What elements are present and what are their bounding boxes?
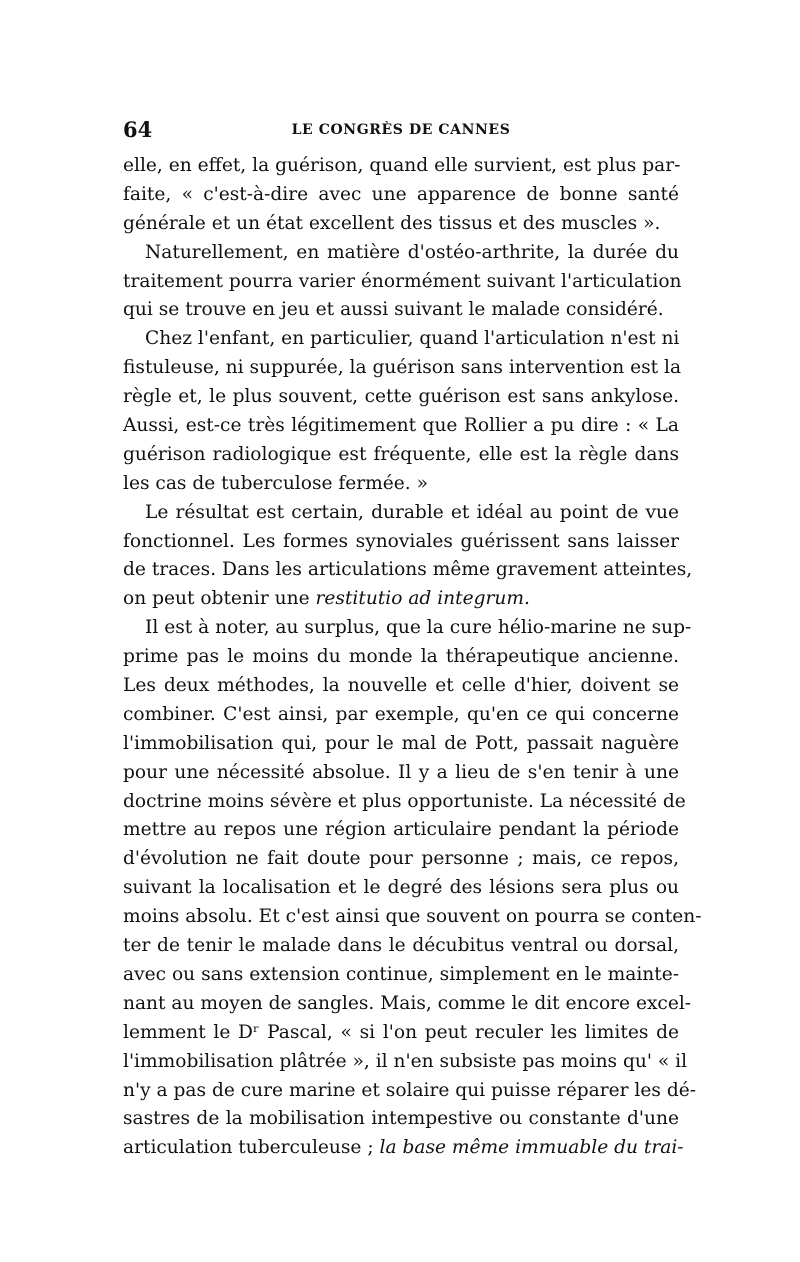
text-line: faite, « c'est-à-dire avec une apparence de bonne santé	[123, 183, 679, 205]
text-line: moins absolu. Et c'est ainsi que souvent on pourra se conten-	[123, 906, 702, 928]
italic-phrase: la base même immuable du trai-	[379, 1137, 684, 1159]
text-line: suivant la localisation et le degré des lésions sera plus ou	[123, 877, 679, 899]
text-line: générale et un état excellent des tissus et des muscles ».	[123, 212, 661, 234]
text-line: combiner. C'est ainsi, par exemple, qu'en ce qui concerne	[123, 703, 679, 725]
text-line: les cas de tuberculose fermée. »	[123, 472, 429, 494]
text-line: prime pas le moins du monde la thérapeutique ancienne.	[123, 646, 679, 668]
text-line: elle, en effet, la guérison, quand elle survient, est plus par-	[123, 155, 681, 176]
italic-phrase: restitutio ad integrum.	[315, 588, 530, 610]
text-line: règle et, le plus souvent, cette guérison est sans ankylose.	[123, 386, 679, 408]
text-line: Naturellement, en matière d'ostéo-arthrite, la durée du	[145, 241, 679, 263]
text-run: articulation tuberculeuse ;	[123, 1137, 374, 1159]
page-header	[123, 116, 679, 144]
text-line: fistuleuse, ni suppurée, la guérison sans intervention est la	[123, 357, 682, 379]
text-line: l'immobilisation qui, pour le mal de Pott, passait naguère	[123, 732, 679, 754]
running-title: LE CONGRÈS DE CANNES	[291, 122, 511, 138]
text-line: ter de tenir le malade dans le décubitus ventral ou dorsal,	[123, 935, 679, 957]
text-line: qui se trouve en jeu et aussi suivant le malade considéré.	[123, 299, 664, 321]
text-line	[123, 1134, 684, 1163]
text-line	[123, 585, 679, 614]
page-number: 64	[123, 117, 153, 142]
text-line: Le résultat est certain, durable et idéal au point de vue	[145, 501, 679, 523]
text-line: Aussi, est-ce très légitimement que Rollier a pu dire : « La	[123, 415, 679, 437]
text-line: lemment le Dʳ Pascal, « si l'on peut reculer les limites de	[123, 1021, 679, 1043]
text-line: Chez l'enfant, en particulier, quand l'articulation n'est ni	[145, 328, 680, 350]
text-run: on peut obtenir une	[123, 588, 310, 610]
text-line: de traces. Dans les articulations même gravement atteintes,	[123, 559, 693, 581]
text-line: guérison radiologique est fréquente, elle est la règle dans	[123, 443, 679, 465]
text-line: d'évolution ne fait doute pour personne ; mais, ce repos,	[123, 848, 679, 870]
text-line: n'y a pas de cure marine et solaire qui puisse réparer les dé-	[123, 1079, 697, 1101]
text-line: sastres de la mobilisation intempestive ou constante d'une	[123, 1108, 679, 1130]
text-line: avec ou sans extension continue, simplement en le mainte-	[123, 963, 679, 985]
text-line: pour une nécessité absolue. Il y a lieu de s'en tenir à une	[123, 761, 679, 783]
text-line: fonctionnel. Les formes synoviales guérissent sans laisser	[123, 530, 679, 552]
text-line: nant au moyen de sangles. Mais, comme le dit encore excel-	[123, 992, 692, 1014]
text-line: Il est à noter, au surplus, que la cure hélio-marine ne sup-	[145, 617, 692, 639]
text-line: mettre au repos une région articulaire pendant la période	[123, 819, 679, 841]
text-line: doctrine moins sévère et plus opportuniste. La nécessité de	[123, 790, 686, 812]
body-text	[123, 152, 702, 1163]
text-line: l'immobilisation plâtrée », il n'en subsiste pas moins qu' « il	[123, 1050, 688, 1072]
text-line: traitement pourra varier énormément suivant l'articulation	[123, 270, 682, 292]
text-line: Les deux méthodes, la nouvelle et celle d'hier, doivent se	[123, 675, 679, 697]
